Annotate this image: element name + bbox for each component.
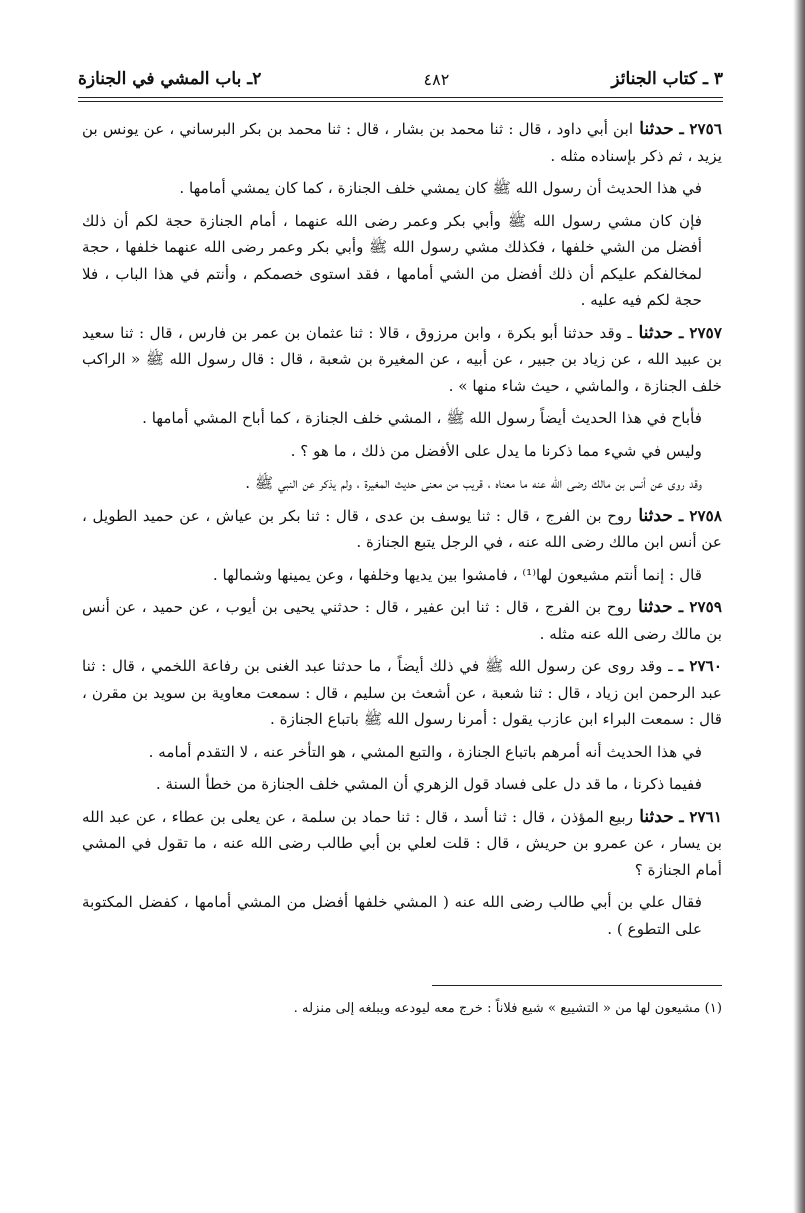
commentary-paragraph [82, 562, 722, 589]
paragraph-text: وقد روى عن أنس بن مالك رضى الله عنه ما معناه ، قريب من معنى حديث المغيرة ، ولم يذكر عن النبي ﷺ . [245, 474, 702, 492]
paragraph-text: ـ وقد روى عن رسول الله ﷺ في ذلك أيضاً ، ما حدثنا عبد الغنى بن رفاعة اللخمي ، قال : ثنا عبد الرحمن ابن زياد ، قال : ثنا شعبة ، عن أشعث بن سليم ، قال : سمعت معاوية بن سويد بن مقرن ، قال : سمعت البراء ابن عازب يقول : أمرنا رسول الله ﷺ باتباع الجنازة . [82, 657, 722, 728]
commentary-paragraph [82, 405, 722, 432]
footnote-rule [432, 985, 722, 986]
paragraph-text: وليس في شيء مما ذكرنا ما يدل على الأفضل من ذلك ، ما هو ؟ . [290, 441, 702, 460]
hadith-number: ٢٧٥٧ ـ [673, 323, 722, 342]
paragraph-text: قال : إنما أنتم مشيعون لها⁽¹⁾ ، فامشوا بين يديها وخلفها ، وعن يمينها وشمالها . [212, 565, 702, 584]
narration-keyword: حدثنا [631, 505, 673, 526]
hadith-paragraph [82, 653, 722, 733]
page-body [82, 116, 722, 948]
hadith-number: ٢٧٦٠ ـ [672, 657, 722, 675]
paragraph-text: فأباح في هذا الحديث أيضاً رسول الله ﷺ ، المشي خلف الجنازة ، كما أباح المشي أمامها . [142, 409, 702, 427]
paragraph-text: روح بن الفرج ، قال : ثنا يوسف بن عدى ، قال : ثنا بكر بن عياش ، عن حميد الطويل ، عن أنس ابن مالك رضى الله عنه ، في الرجل يتبع الجنازة . [82, 506, 722, 551]
hadith-paragraph [82, 594, 722, 647]
paragraph-text: روح بن الفرج ، قال : ثنا ابن عفير ، قال : حدثني يحيى بن أيوب ، عن حميد ، عن أنس بن مالك رضى الله عنه مثله . [82, 598, 722, 643]
paragraph-text: ففيما ذكرنا ، ما قد دل على فساد قول الزهري أن المشي خلف الجنازة من خطأ السنة . [155, 775, 702, 793]
narration-keyword: حدثنا [631, 597, 673, 617]
commentary-paragraph [82, 470, 722, 497]
paragraph-text: ـ وقد حدثنا أبو بكرة ، وابن مرزوق ، قالا : ثنا عثمان بن عمر بن فارس ، قال : ثنا سعيد بن عبيد الله ، عن زياد بن جبير ، عن أبيه ، عن المغيرة بن شعبة ، قال : قال رسول الله ﷺ « الراكب خلف الجنازة ، والماشي ، حيث شاء منها » . [82, 323, 722, 395]
header-section-title: ٢ـ باب المشي في الجنازة [78, 69, 262, 89]
hadith-number: ٢٧٥٩ ـ [672, 598, 722, 616]
paragraph-text: في هذا الحديث أن رسول الله ﷺ كان يمشي خلف الجنازة ، كما كان يمشي أمامها . [179, 179, 702, 197]
narration-keyword: حدثنا [633, 806, 674, 827]
hadith-paragraph [82, 320, 722, 400]
page-number: ٤٨٢ [423, 69, 450, 89]
hadith-number: ٢٧٦١ ـ [673, 807, 722, 826]
header-rule-thin [78, 101, 723, 102]
header-rule [78, 97, 723, 98]
hadith-number: ٢٧٥٨ ـ [672, 506, 722, 525]
narration-keyword: حدثنا [633, 119, 674, 139]
commentary-paragraph [82, 208, 722, 314]
hadith-paragraph [82, 503, 722, 556]
header-chapter-title: ٣ ـ كتاب الجنائز [611, 69, 723, 89]
commentary-paragraph [82, 771, 722, 798]
footnote: (١) مشيعون لها من « التشييع » شيع فلاناً : خرج معه ليودعه ويبلغه إلى منزله . [293, 1001, 722, 1016]
commentary-paragraph [82, 175, 722, 202]
hadith-paragraph [82, 116, 722, 169]
paragraph-text: ابن أبي داود ، قال : ثنا محمد بن بشار ، قال : ثنا محمد بن بكر البرساني ، عن يونس بن يزيد ، ثم ذكر بإسناده مثله . [82, 120, 722, 165]
hadith-paragraph [82, 804, 722, 884]
paragraph-text: فقال علي بن أبي طالب رضى الله عنه ( المشي خلفها أفضل من المشي أمامها ، كفضل المكتوبة على التطوع ) . [82, 893, 702, 938]
hadith-number: ٢٧٥٦ ـ [673, 120, 722, 138]
commentary-paragraph [82, 438, 722, 465]
paragraph-text: ربيع المؤذن ، قال : ثنا أسد ، قال : ثنا حماد بن سلمة ، عن يعلى بن عطاء ، عن عبد الله بن يسار ، عن عمرو بن حريش ، قال : قلت لعلي بن أبي طالب رضى الله عنه ، ما تقول في المشي أمام الجنازة ؟ [82, 807, 722, 879]
paragraph-text: فإن كان مشي رسول الله ﷺ وأبي بكر وعمر رضى الله عنهما ، أمام الجنازة حجة لكم أن ذلك أفضل من الشي خلفها ، فكذلك مشي رسول الله ﷺ وأبي بكر وعمر رضى الله عنهما خلفها ، حجة لمخالفكم عليكم أن ذلك أفضل من الشي أمامها ، فقد استوى خصمكم ، وأنتم في هذا الباب ، فلا حجة لكم فيه عليه . [82, 211, 702, 309]
page-edge-shadow [793, 0, 805, 1213]
page-header [78, 62, 723, 96]
paragraph-text: في هذا الحديث أنه أمرهم باتباع الجنازة ، والتبع المشي ، هو التأخر عنه ، لا التقدم أمامه . [148, 742, 702, 761]
narration-keyword: حدثنا [631, 322, 674, 343]
commentary-paragraph [82, 889, 722, 942]
commentary-paragraph [82, 739, 722, 766]
